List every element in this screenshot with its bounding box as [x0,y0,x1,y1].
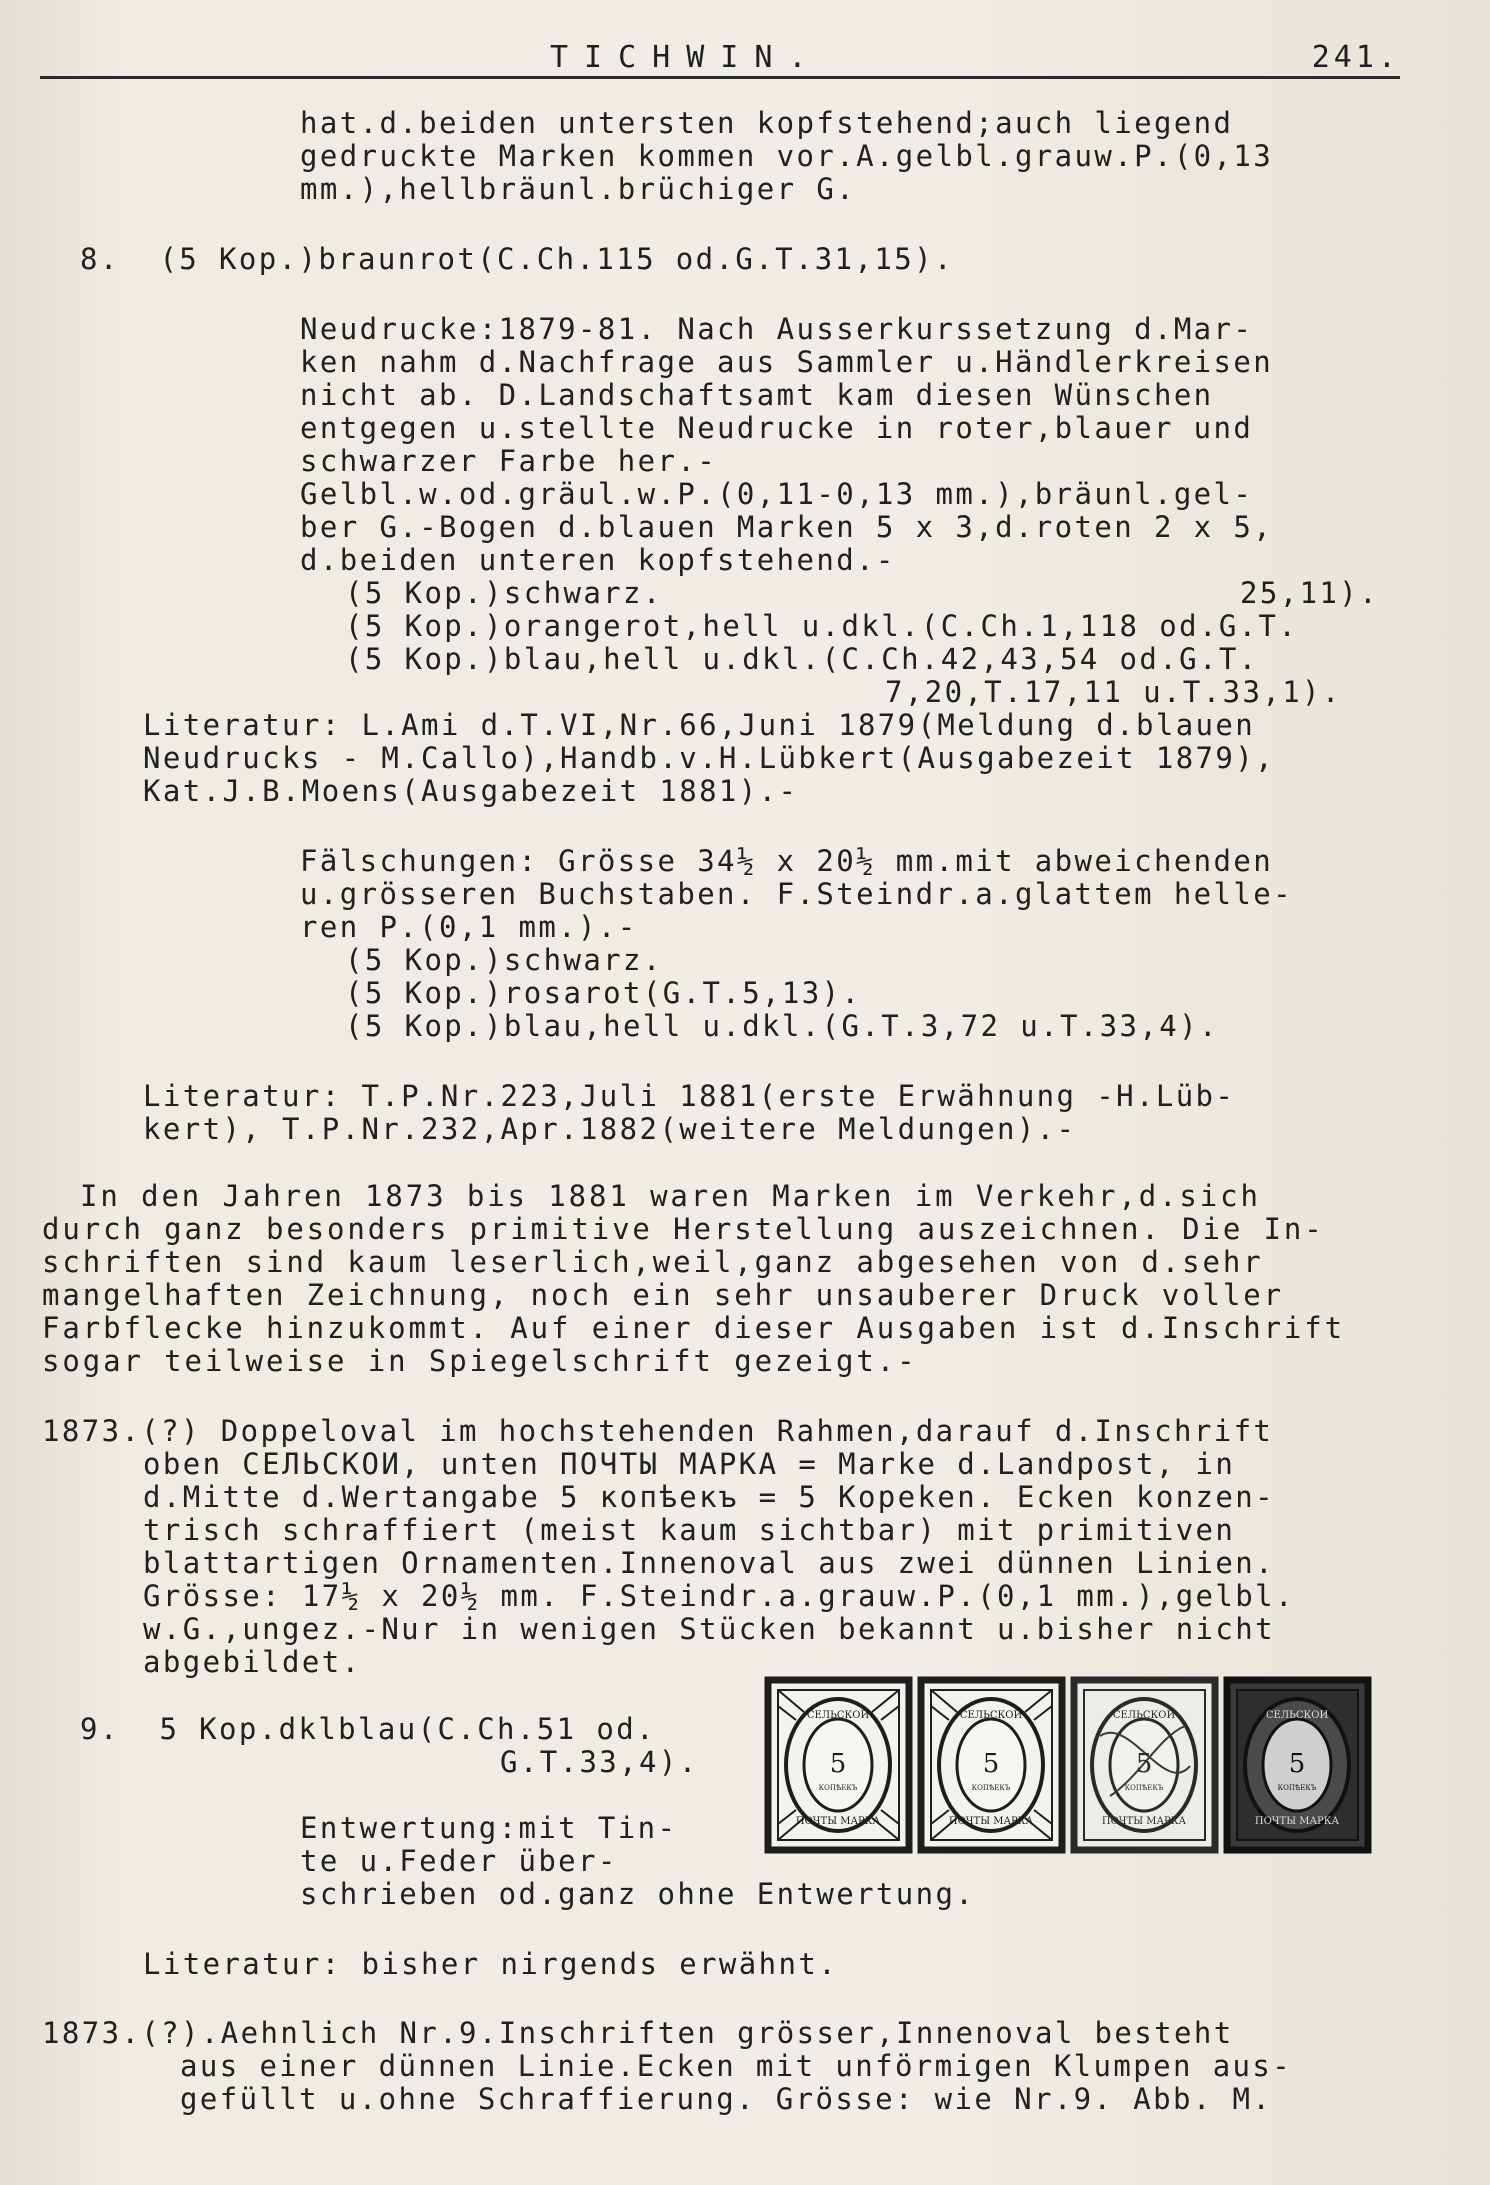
text-line: schwarzer Farbe her.- [300,444,718,478]
text-line: Gelbl.w.od.gräul.w.P.(0,11-0,13 mm.),bräunl.gel- [300,477,1254,511]
stamp-top-inscription: СЕЛЬСКОИ [806,1710,870,1721]
stamp-bottom-inscription: ПОЧТЫ МАРКА [1254,1816,1340,1827]
text-line: gefüllt u.ohne Schraffierung. Grösse: wie Nr.9. Abb. M. [180,2082,1273,2116]
entry-9-ref: G.T.33,4). [500,1745,699,1779]
literature-line: Literatur: L.Ami d.T.VI,Nr.66,Juni 1879(Meldung d.blauen [143,708,1256,742]
stamp-value: 5 [829,1749,847,1779]
text-line: kert), T.P.Nr.232,Apr.1882(weitere Meldungen).- [143,1112,1077,1146]
stamp-small-text: КОПѢЕКЪ [1277,1784,1317,1792]
page-header [40,42,1400,79]
cancellation-line: Entwertung:mit Tin- [300,1811,678,1845]
reprints-heading-line: Neudrucke:1879-81. Nach Ausserkurssetzung d.Mar- [300,312,1254,346]
stamp-illustrations [764,1676,1374,1854]
text-line: aus einer dünnen Linie.Ecken mit unförmigen Klumpen aus- [180,2049,1293,2083]
text-line: nicht ab. D.Landschaftsamt kam diesen Wünschen [300,378,1214,412]
text-line: gedruckte Marken kommen vor.A.gelbl.grauw.P.(0,13 [300,139,1274,173]
stamp-bottom-inscription: ПОЧТЫ МАРКА [948,1816,1034,1827]
stamp-value: 5 [1288,1749,1306,1779]
text-line: hat.d.beiden untersten kopfstehend;auch liegend [300,106,1234,140]
stamp-top-inscription: СЕЛЬСКОИ [1112,1710,1176,1721]
stamp-bottom-inscription: ПОЧТЫ МАРКА [1101,1816,1187,1827]
paragraph-line: durch ganz besonders primitive Herstellung auszeichnen. Die In- [42,1212,1325,1246]
text-line: mm.),hellbräunl.brüchiger G. [300,172,857,206]
text-line: ber G.-Bogen d.blauen Marken 5 x 3,d.roten 2 x 5, [300,510,1274,544]
text-line: Neudrucks - M.Callo),Handb.v.H.Lübkert(Ausgabezeit 1879), [143,741,1275,775]
stamp-small-text: КОПѢЕКЪ [971,1784,1011,1792]
stamp-bottom-inscription: ПОЧТЫ МАРКА [795,1816,881,1827]
literature-line: Literatur: bisher nirgends erwähnt. [143,1947,839,1981]
text-line: Grösse: 17½ x 20½ mm. F.Steindr.a.grauw.P.(0,1 mm.),gelbl. [143,1579,1295,1613]
text-line: d.Mitte d.Wertangabe 5 копѣекъ = 5 Kopeken. Ecken konzen- [143,1480,1275,1514]
page-number: 241. [1311,40,1400,75]
text-line: trisch schraffiert (meist kaum sichtbar) mit primitiven [143,1513,1236,1547]
forgeries-line: Fälschungen: Grösse 34½ x 20½ mm.mit abweichenden [300,844,1274,878]
paragraph-line: Farbflecke hinzukommt. Auf einer dieser Ausgaben ist d.Inschrift [42,1311,1346,1345]
literature-line: Literatur: T.P.Nr.223,Juli 1881(erste Erwähnung -H.Lüb- [143,1079,1236,1113]
issue-1873-line: 1873.(?) Doppeloval im hochstehenden Rahmen,darauf d.Inschrift [42,1414,1274,1448]
page-title: TICHWIN. [550,40,823,75]
issue-1873-line: 1873.(?).Aehnlich Nr.9.Inschriften grösser,Innenoval besteht [42,2016,1234,2050]
text-line: te u.Feder über- [300,1844,618,1878]
paragraph-line: schriften sind kaum leserlich,weil,ganz abgesehen von d.sehr [42,1245,1264,1279]
forgery-item: (5 Kop.)schwarz. [345,943,663,977]
reprint-item-ref: 7,20,T.17,11 u.T.33,1). [885,675,1342,709]
text-line: entgegen u.stellte Neudrucke in roter,blauer und [300,411,1254,445]
forgery-item: (5 Kop.)rosarot(G.T.5,13). [345,976,862,1010]
text-line: oben СЕЛЬСКОИ, unten ПОЧТЫ МАРКА = Marke d.Landpost, in [143,1447,1236,1481]
text-line: d.beiden unteren kopfstehend.- [300,543,896,577]
reprint-item: (5 Kop.)blau,hell u.dkl.(C.Ch.42,43,54 od.G.T. [345,642,1259,676]
stamp-5-kop-icon [764,1676,913,1854]
entry-9: 9. 5 Kop.dklblau(C.Ch.51 od. [80,1712,656,1746]
reprint-item: (5 Kop.)orangerot,hell u.dkl.(C.Ch.1,118 od.G.T. [345,609,1299,643]
text-line: Kat.J.B.Moens(Ausgabezeit 1881).- [143,774,799,808]
paragraph-line: sogar teilweise in Spiegelschrift gezeigt.- [42,1344,918,1378]
forgery-item: (5 Kop.)blau,hell u.dkl.(G.T.3,72 u.T.33,4). [345,1009,1219,1043]
stamp-5-kop-icon [1223,1676,1372,1854]
stamp-top-inscription: СЕЛЬСКОИ [959,1710,1023,1721]
reprint-item: (5 Kop.)schwarz. [345,576,663,610]
text-line: abgebildet. [143,1645,362,1679]
entry-8: 8. (5 Kop.)braunrot(C.Ch.115 od.G.T.31,15). [80,242,954,276]
stamp-top-inscription: СЕЛЬСКОИ [1265,1710,1329,1721]
paragraph-line: mangelhaften Zeichnung, noch ein sehr unsauberer Druck voller [42,1278,1284,1312]
stamp-5-kop-icon [917,1676,1066,1854]
stamp-value: 5 [1135,1749,1153,1779]
text-line: schrieben od.ganz ohne Entwertung. [300,1877,976,1911]
stamp-small-text: КОПѢЕКЪ [1124,1784,1164,1792]
stamp-small-text: КОПѢЕКЪ [818,1784,858,1792]
text-line: u.grösseren Buchstaben. F.Steindr.a.glattem helle- [300,877,1293,911]
stamp-value: 5 [982,1749,1000,1779]
stamp-5-kop-icon [1070,1676,1219,1854]
paragraph-line: In den Jahren 1873 bis 1881 waren Marken im Verkehr,d.sich [80,1179,1261,1213]
reprint-item-ref: 25,11). [1240,576,1380,610]
text-line: blattartigen Ornamenten.Innenoval aus zwei dünnen Linien. [143,1546,1275,1580]
text-line: w.G.,ungez.-Nur in wenigen Stücken bekannt u.bisher nicht [143,1612,1275,1646]
text-line: ren P.(0,1 mm.).- [300,910,638,944]
text-line: ken nahm d.Nachfrage aus Sammler u.Händlerkreisen [300,345,1274,379]
